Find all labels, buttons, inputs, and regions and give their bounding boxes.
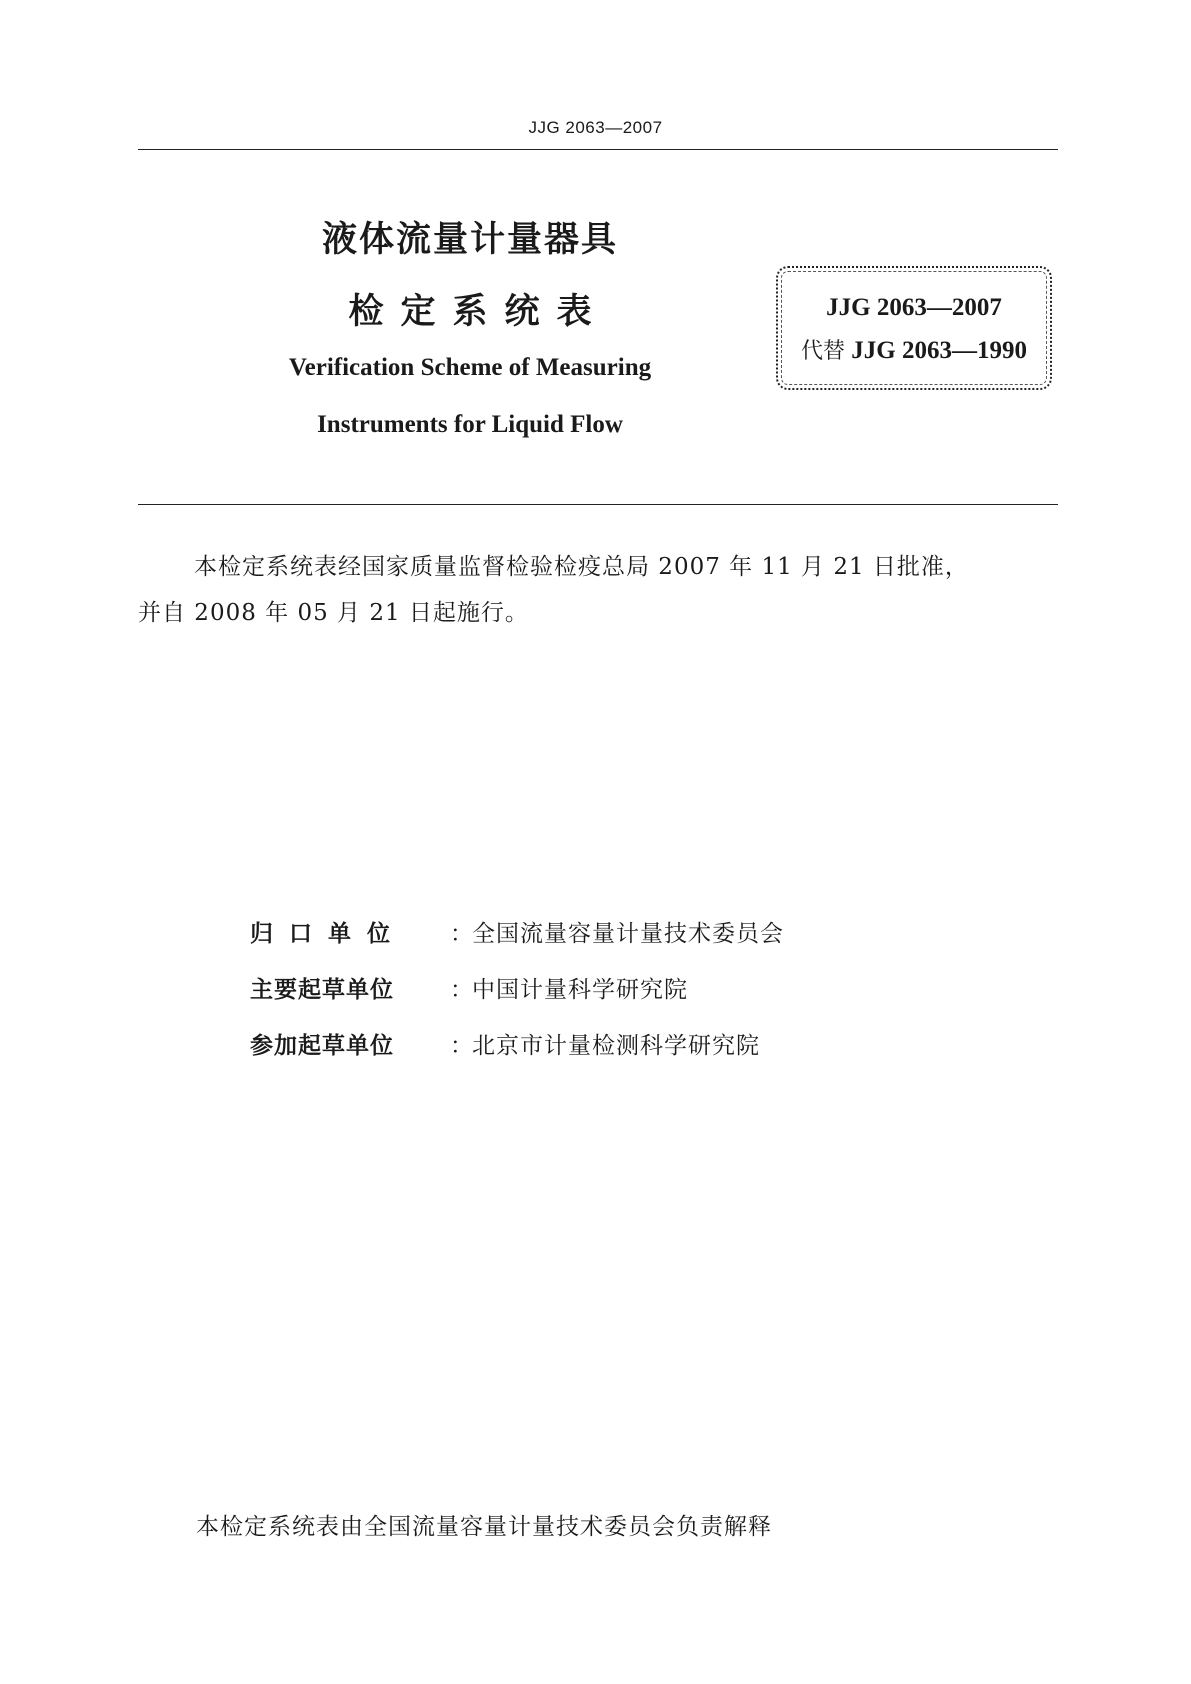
org-label: 参加起草单位 [250,1033,394,1059]
approval-line-1: 本检定系统表经国家质量监督检验检疫总局 2007 年 11 月 21 日批准， [194,554,969,580]
title-english-line-2: Instruments for Liquid Flow [317,411,623,438]
title-english-line-1: Verification Scheme of Measuring [288,354,652,381]
org-value: 全国流量容量计量技术委员会 [472,921,784,947]
drafting-organizations [250,906,1050,1074]
running-header-code: JJG 2063—2007 [528,118,663,137]
org-colon: ： [450,1033,473,1059]
replaces-code: JJG 2063—1990 [851,337,1027,364]
org-value: 中国计量科学研究院 [472,977,688,1003]
interpretation-note: 本检定系统表由全国流量容量计量技术委员会负责解释 [196,1514,772,1540]
approval-statement [138,544,1078,636]
org-colon: ： [450,921,473,947]
org-value: 北京市计量检测科学研究院 [472,1033,760,1059]
replaces-prefix: 代替 [801,339,846,364]
org-row-responsible [250,906,1050,962]
org-row-participating-drafter [250,1018,1050,1074]
approval-line-2: 并自 2008 年 05 月 21 日起施行。 [138,600,529,626]
org-colon: ： [450,977,473,1003]
replaces-code-line [778,334,1050,365]
title-chinese-line-2: 检定系统表 [348,292,609,332]
standard-code-box [776,266,1052,390]
org-row-main-drafter [250,962,1050,1018]
org-label: 主要起草单位 [250,977,394,1003]
standard-code: JJG 2063—2007 [826,294,1002,321]
section-rule [138,504,1058,505]
header-rule [138,149,1058,150]
org-label: 归口单位 [250,921,406,947]
title-chinese-line-1: 液体流量计量器具 [321,220,618,260]
